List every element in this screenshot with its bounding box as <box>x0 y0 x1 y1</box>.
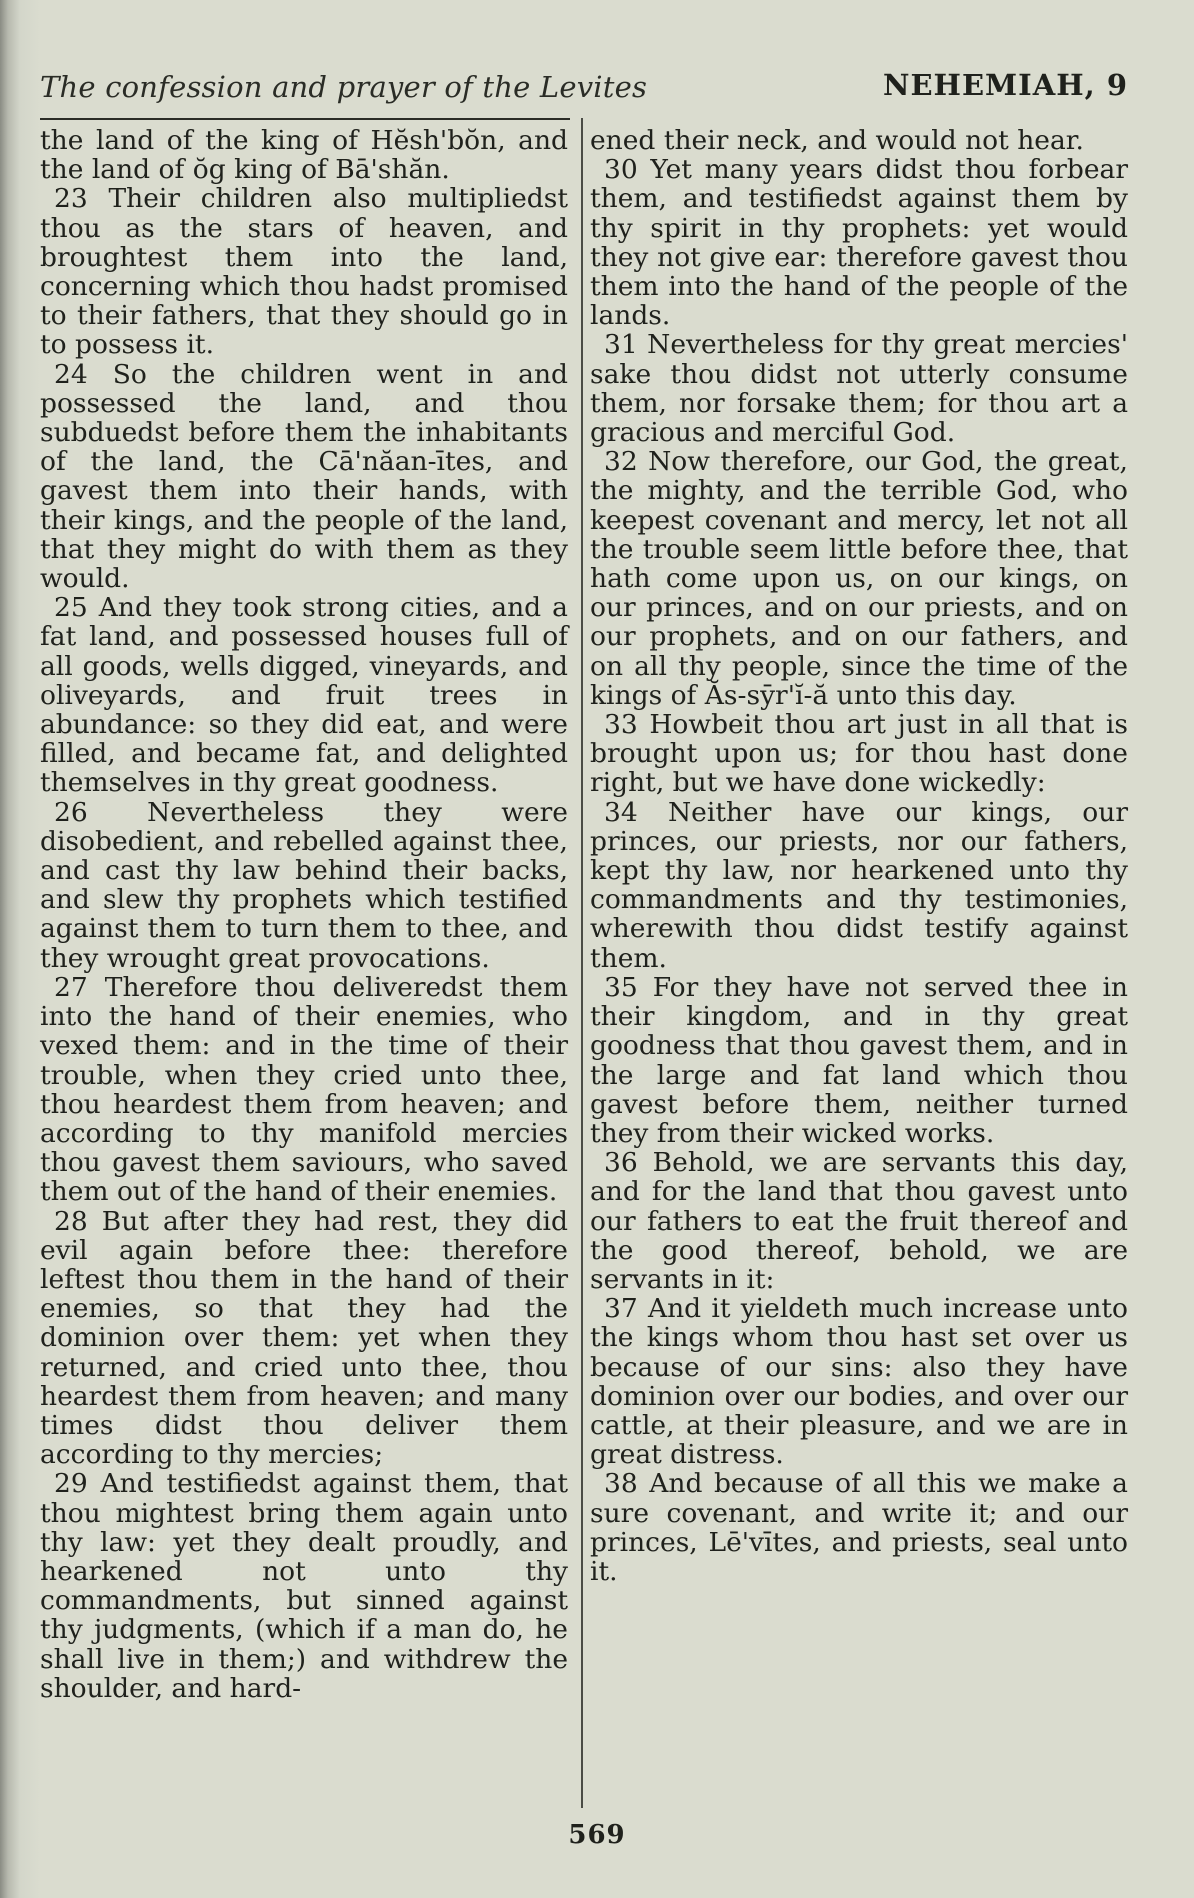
verse-36: 36 Behold, we are servants this day, and for the land that thou gavest unto our fathers to eat the fruit thereof and the good thereof, behold, we are servants in it: <box>590 1147 1128 1295</box>
running-header <box>40 62 1128 112</box>
header-rule <box>40 118 570 120</box>
verse-33: 33 Howbeit thou art just in all that is brought upon us; for thou hast done right, but we have done wickedly: <box>590 709 1128 799</box>
verse-38: 38 And because of all this we make a sure covenant, and write it; and our princes, Lē'vītes, and priests, seal unto it. <box>590 1468 1128 1587</box>
verse-26: 26 Nevertheless they were disobedient, and rebelled against thee, and cast thy law behind their backs, and slew thy prophets which testified against them to turn them to thee, and they wrought great provocations. <box>40 796 568 974</box>
page-number: 569 <box>568 1820 626 1850</box>
left-column <box>40 126 568 1703</box>
verse-23: 23 Their children also multipliedst thou as the stars of heaven, and broughtest them into the land, concerning which thou hadst promised to their fathers, that they should go in to possess it. <box>40 183 568 361</box>
verse-34: 34 Neither have our kings, our princes, our priests, nor our fathers, kept thy law, nor hearkened unto thy commandments and thy testimonies, wherewith thou didst testify against them. <box>590 796 1128 974</box>
verse-29: 29 And testifiedst against them, that thou mightest bring them again unto thy law: yet they dealt proudly, and hearkened not unto thy commandments, but sinned against thy judgments, (which if a man do, he shall live in them;) and withdrew the shoulder, and hard- <box>40 1468 568 1704</box>
verse-30: 30 Yet many years didst thou forbear them, and testifiedst against them by thy spirit in thy prophets: yet would they not give ear: therefore gavest thou them into the hand of the people of the lands. <box>590 154 1128 332</box>
verse-29-continued: ened their neck, and would not hear. <box>590 125 1084 156</box>
right-column <box>590 126 1128 1586</box>
verse-28: 28 But after they had rest, they did evil again before thee: therefore leftest thou them in the hand of their enemies, so that they had the dominion over them: yet when they returned, and cried unto thee, thou heardest them from heaven; and many times didst thou deliver them according to thy mercies; <box>40 1205 568 1471</box>
section-title: The confession and prayer of the Levites <box>40 70 648 104</box>
book-chapter: NEHEMIAH, 9 <box>882 68 1128 102</box>
verse-32: 32 Now therefore, our God, the great, the mighty, and the terrible God, who keepest covenant and mercy, let not all the trouble seem little before thee, that hath come upon us, on our kings, on our princes, and on our priests, and on our prophets, and on our fathers, and on all thy people, since the time of the kings of Ăs-sȳr'ĭ-ă unto this day. <box>590 446 1128 711</box>
verse-37: 37 And it yieldeth much increase unto the kings whom thou hast set over us because of our sins: also they have dominion over our bodies, and over our cattle, at their pleasure, and we are in great distress. <box>590 1293 1128 1471</box>
verse-22-continued: the land of the king of Hĕsh'bŏn, and the land of ŏg king of Bā'shăn. <box>40 125 568 186</box>
verse-35: 35 For they have not served thee in their kingdom, and in thy great goodness that thou gavest them, and in the large and fat land which thou gavest before them, neither turned they from their wicked works. <box>590 971 1128 1149</box>
column-divider <box>581 118 583 1808</box>
verse-25: 25 And they took strong cities, and a fat land, and possessed houses full of all goods, wells digged, vineyards, and oliveyards, and fruit trees in abundance: so they did eat, and were filled, and became fat, and delighted themselves in thy great goodness. <box>40 592 568 799</box>
verse-27: 27 Therefore thou deliveredst them into the hand of their enemies, who vexed them: and in the time of their trouble, when they cried unto thee, thou heardest them from heaven; and according to thy manifold mercies thou gavest them saviours, who saved them out of the hand of their enemies. <box>40 971 568 1208</box>
verse-24: 24 So the children went in and possessed the land, and thou subduedst before them the inhabitants of the land, the Cā'năan-ītes, and gavest them into their hands, with their kings, and the people of the land, that they might do with them as they would. <box>40 358 568 595</box>
verse-31: 31 Nevertheless for thy great mercies' sake thou didst not utterly consume them, nor forsake them; for thou art a gracious and merciful God. <box>590 329 1128 449</box>
